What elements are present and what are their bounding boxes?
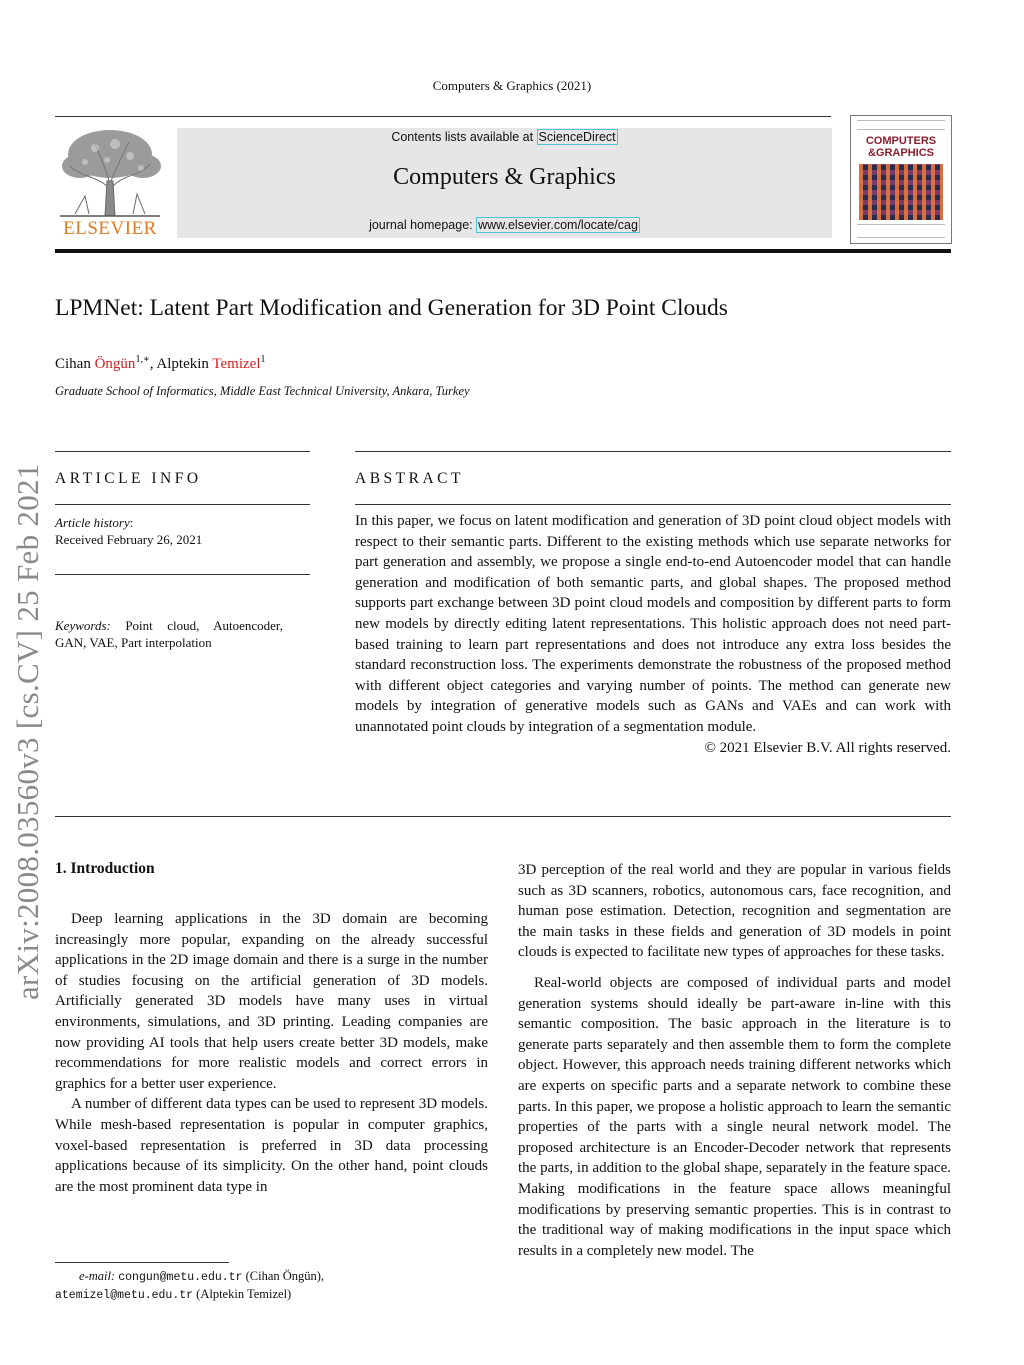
author-separator: , [149,356,157,372]
abstract-text: In this paper, we focus on latent modification and generation of 3D point cloud object models with respect to their semantic parts. Different to the existing methods which use separate networks for part generation and assembly, we propose a single end-to-end Autoencoder model that can handle generation and modification of both semantic parts, and global shapes. The proposed method supports part exchange between 3D point cloud models and composition by different parts to form new models by directly editing latent representations. This holistic approach does not need part-based training to learn part representations and does not introduce any extra loss besides the standard reconstruction loss. The experiments demonstrate the robustness of the proposed method with different object categories and varying number of points. The method can generate new models by integration of generative models such as GANs and VAEs and can work with unannotated point clouds by integration of a segmentation module. [355,513,951,735]
intro-paragraph: Real-world objects are composed of individual parts and model generation systems should ideally be part-aware in-line with this semantic composition. The basic approach in the literature is to generate parts separately and then assemble them to form the complete object. However, this approach needs training different networks which are experts on specific parts and a separate network to combine these parts. In this paper, we propose a holistic approach to learn the semantic properties of the parts with a single neural network model. The proposed architecture is an Encoder-Decoder network that represents the parts, in addition to the global shape, separately in the feature space. Making modifications in the feature space allows meaningful modifications by preserving semantic properties. This is in contrast to the traditional way of making modifications in the input space which results in a completely new model. The [518,974,951,1259]
footnote-emails [55,1268,488,1304]
header-rule [55,116,831,117]
info-heading-rule [55,504,310,505]
history-received: Received February 26, 2021 [55,532,203,547]
header-thick-rule [55,249,951,253]
publisher-name: ELSEVIER [63,218,157,239]
journal-title: Computers & Graphics [393,164,616,190]
intro-paragraph: 3D perception of the real world and they are popular in various fields such as 3D scanners, robotics, autonomous cars, face recognition, and human pose estimation. Detection, recognition and segmentation are the main tasks in these fields and generation of 3D models in point clouds is expected to facilitate new types of approaches for these tasks. [518,862,951,961]
keywords-value: Point cloud, Autoencoder, GAN, VAE, Part interpolation [55,618,283,650]
arxiv-stamp: arXiv:2008.03560v3 [cs.CV] 25 Feb 2021 [10,463,45,1000]
info-top-rule [55,451,310,452]
journal-header: Computers & Graphics (2021) [432,78,592,93]
introduction-heading: 1. Introduction [55,860,155,877]
copyright-line: © 2021 Elsevier B.V. All rights reserved. [704,739,951,756]
cover-footer-lines [857,224,945,238]
info-history-rule [55,574,310,575]
author-1-family[interactable]: Öngün [94,356,136,372]
author-1-mark: 1,∗ [135,354,150,365]
footnote-label: e-mail: [79,1269,119,1283]
author-2-family[interactable]: Temizel [212,356,261,372]
affiliation: Graduate School of Informatics, Middle East Technical University, Ankara, Turkey [55,384,470,398]
abstract-top-rule [355,451,951,452]
intro-paragraph: A number of different data types can be used to represent 3D models. While mesh-based representation is popular in computer graphics, voxel-based representation is preferred in 3D data processing applications because of its simplicity. On the other hand, point clouds are the most prominent data type in [55,1096,488,1195]
journal-banner [177,128,832,238]
contents-prefix: Contents lists available at [391,130,537,144]
cover-title-line2: &GRAPHICS [867,147,934,159]
front-matter-bottom-rule [55,816,951,817]
author-2-mark: 1 [260,354,266,365]
cover-title-line1: COMPUTERS [865,135,937,147]
keywords [55,617,283,651]
email-link-2[interactable]: atemizel@metu.edu.tr [55,1289,194,1302]
keywords-label: Keywords: [55,618,111,633]
homepage-prefix: journal homepage: [369,218,477,232]
author-2-given: Alptekin [156,356,213,372]
article-info-heading: ARTICLE INFO [55,470,202,487]
history-label: Article history [55,515,130,530]
homepage-link[interactable]: www.elsevier.com/locate/cag [478,218,638,232]
paper-title: LPMNet: Latent Part Modification and Generation for 3D Point Clouds [55,295,728,321]
paragraph-gap [518,963,951,973]
sciencedirect-link[interactable]: ScienceDirect [538,130,616,144]
left-column [55,909,488,1197]
contents-line [177,130,832,144]
article-history: Article history: Received February 26, 2021 [55,515,203,547]
abstract-heading: ABSTRACT [355,470,464,487]
intro-paragraph: Deep learning applications in the 3D domain are becoming increasingly more popular, expanding on the already successful applications in the 2D image domain and there is a surge in the number of studies focusing on the artificial generation of 3D models. Artificially generated 3D models have many uses in virtual environments, simulations, and 3D printing. Leading companies are now providing AI tools that help users create better 3D models, make recommendations for more realistic models and correct errors in graphics for a better user experience. [55,911,488,1092]
journal-cover [850,115,952,244]
footnote-rule [55,1262,229,1263]
email-link-1[interactable]: congun@metu.edu.tr [118,1271,243,1284]
footnote-name-2: (Alptekin Temizel) [193,1287,292,1301]
footnote-name-1: (Cihan Öngün), [242,1269,325,1283]
cover-artwork [859,164,943,220]
author-1-given: Cihan [55,356,95,372]
abstract-body [355,511,951,758]
abstract-heading-rule [355,504,951,505]
author-list [55,354,266,373]
cover-header-lines [857,120,945,130]
homepage-line [177,218,832,232]
right-column [518,860,951,1261]
